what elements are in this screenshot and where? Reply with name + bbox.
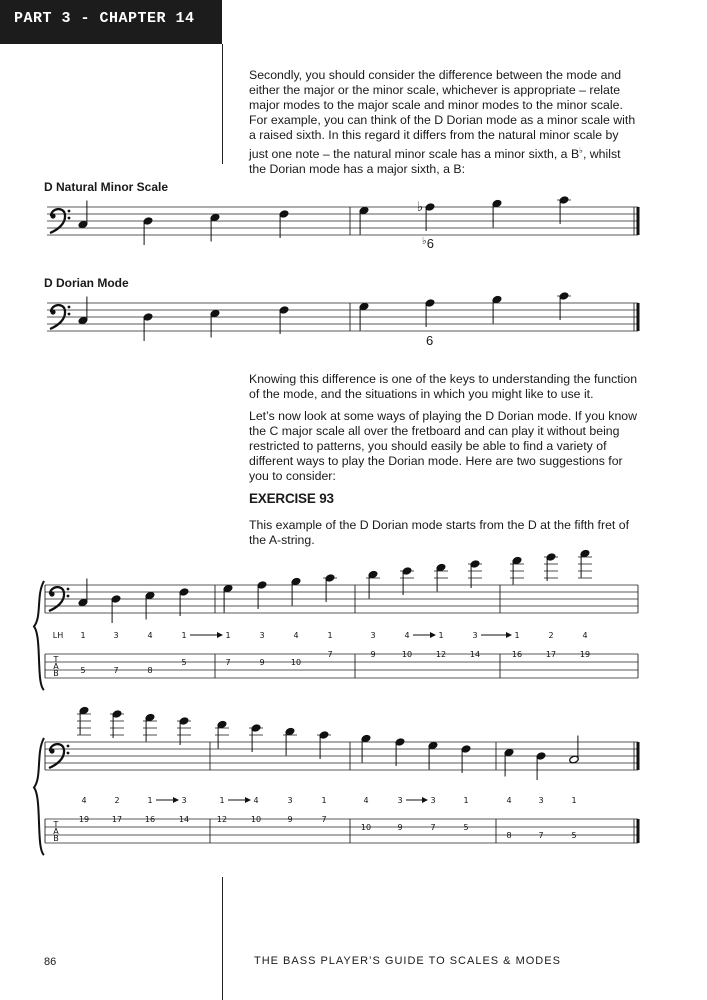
lh-finger: 3	[430, 796, 436, 805]
tab-fret-number: 7	[327, 650, 333, 659]
shift-arrow-head	[506, 632, 512, 638]
lh-finger: 1	[571, 796, 577, 805]
tab-fret-number: 14	[469, 650, 481, 659]
lh-finger: 4	[582, 631, 588, 640]
tab-fret-number: 10	[360, 823, 372, 832]
clef-dot-upper	[67, 588, 70, 591]
flat-accidental: ♭	[417, 200, 424, 215]
tab-clef-letter: T	[53, 820, 59, 829]
lh-finger: 3	[259, 631, 265, 640]
book-title: THE BASS PLAYER’S GUIDE TO SCALES & MODES	[254, 955, 561, 967]
chapter-header-bar	[0, 0, 222, 44]
tab-fret-number: 9	[287, 815, 293, 824]
shift-arrow-head	[173, 797, 179, 803]
lh-finger: 3	[370, 631, 376, 640]
tab-fret-number: 19	[78, 815, 90, 824]
system-brace	[34, 581, 44, 690]
lh-finger: 1	[225, 631, 231, 640]
lh-finger: 4	[293, 631, 299, 640]
clef-dot-upper	[68, 210, 71, 213]
paragraph-2: Knowing this difference is one of the keys to understanding the function of the mode, and the situations in which you might like to use it.	[249, 372, 638, 401]
lh-finger: 1	[80, 631, 86, 640]
shift-arrow-head	[245, 797, 251, 803]
intro-text-tail: , whilst the Dorian mode has a major sixth, a B:	[249, 147, 621, 177]
shift-arrow-head	[217, 632, 223, 638]
lh-finger: 1	[463, 796, 469, 805]
scale2-title: D Dorian Mode	[44, 276, 129, 290]
tab-clef-letter: B	[53, 834, 59, 843]
scale1-sixth-label: 6	[426, 236, 434, 251]
tab-fret-number: 7	[538, 831, 544, 840]
tab-fret-number: 10	[401, 650, 413, 659]
scale2-staff	[0, 296, 707, 356]
tab-clef-letter: A	[53, 827, 59, 836]
chapter-header: PART 3 - CHAPTER 14	[14, 10, 195, 27]
system-brace	[34, 738, 44, 855]
bass-clef-dot	[50, 213, 55, 218]
tab-fret-number: 8	[506, 831, 512, 840]
tab-fret-number: 7	[113, 666, 119, 675]
tab-clef-letter: A	[53, 662, 59, 671]
tab-fret-number: 10	[250, 815, 262, 824]
tab-fret-number: 16	[511, 650, 523, 659]
tab-fret-number: 17	[545, 650, 557, 659]
lh-label: LH	[52, 631, 64, 640]
lh-finger: 3	[538, 796, 544, 805]
column-rule-bottom	[222, 877, 223, 1000]
lh-finger: 1	[514, 631, 520, 640]
scale1-annotation	[422, 236, 434, 251]
tab-fret-number: 7	[225, 658, 231, 667]
tab-fret-number: 9	[370, 650, 376, 659]
tab-fret-number: 8	[147, 666, 153, 675]
lh-finger: 4	[363, 796, 369, 805]
tab-clef-letter: B	[53, 669, 59, 678]
tab-fret-number: 12	[216, 815, 228, 824]
lh-finger: 2	[114, 796, 120, 805]
tab-fret-number: 9	[397, 823, 403, 832]
clef-dot-upper	[67, 745, 70, 748]
tab-fret-number: 5	[181, 658, 187, 667]
bass-clef-dot	[49, 748, 54, 753]
lh-finger: 1	[147, 796, 153, 805]
lh-finger: 1	[321, 796, 327, 805]
tab-fret-number: 7	[321, 815, 327, 824]
tab-fret-number: 5	[571, 831, 577, 840]
lh-finger: 3	[287, 796, 293, 805]
tab-fret-number: 16	[144, 815, 156, 824]
lh-finger: 1	[219, 796, 225, 805]
lh-finger: 3	[181, 796, 187, 805]
scale1-flat-mark: ♭	[422, 236, 427, 247]
intro-text: Secondly, you should consider the difference between the mode and either the major or the minor scale, whichever is appropriate – relate major modes to the major scale and minor modes to the minor scale. For example, you can think of the D Dorian mode as a minor scale with a raised sixth. In this regard it differs from the natural minor scale by just one note – the natural minor scale has a minor sixth, a B	[249, 68, 636, 162]
intro-paragraph	[249, 68, 639, 177]
clef-dot-upper	[68, 306, 71, 309]
tab-fret-number: 5	[463, 823, 469, 832]
lh-finger: 2	[548, 631, 554, 640]
lh-finger: 4	[253, 796, 259, 805]
clef-dot-lower	[68, 313, 71, 316]
lh-finger: 4	[81, 796, 87, 805]
lh-finger: 4	[404, 631, 410, 640]
column-rule-top	[222, 44, 223, 164]
lh-finger: 3	[472, 631, 478, 640]
lh-finger: 3	[397, 796, 403, 805]
lh-finger: 1	[327, 631, 333, 640]
exercise-system-1	[0, 555, 707, 695]
paragraph-3: Let’s now look at some ways of playing the D Dorian mode. If you know the C major scale all over the fretboard and can play it without being restricted to patterns, you should easily be able to find a variety of different ways to play the Dorian mode. Here are two suggestions for you to consider:	[249, 409, 638, 483]
clef-dot-lower	[68, 217, 71, 220]
tab-fret-number: 5	[80, 666, 86, 675]
tab-fret-number: 9	[259, 658, 265, 667]
bass-clef-dot	[50, 309, 55, 314]
exercise-title: EXERCISE 93	[249, 491, 334, 506]
clef-dot-lower	[67, 595, 70, 598]
flat-sign: ♭	[579, 146, 583, 155]
exercise-description: This example of the D Dorian mode starts from the D at the fifth fret of the A-string.	[249, 518, 629, 547]
tab-fret-number: 17	[111, 815, 123, 824]
lh-finger: 4	[506, 796, 512, 805]
tab-fret-number: 12	[435, 650, 447, 659]
tab-fret-number: 19	[579, 650, 591, 659]
exercise-system-2	[0, 712, 707, 862]
tab-clef-letter: T	[53, 655, 59, 664]
scale1-staff	[0, 200, 707, 260]
scale2-annotation: 6	[426, 333, 434, 348]
lh-finger: 1	[438, 631, 444, 640]
lh-finger: 3	[113, 631, 119, 640]
shift-arrow-head	[422, 797, 428, 803]
shift-arrow-head	[430, 632, 436, 638]
lh-finger: 4	[147, 631, 153, 640]
page-number: 86	[44, 956, 57, 968]
clef-dot-lower	[67, 752, 70, 755]
scale1-title: D Natural Minor Scale	[44, 180, 169, 194]
tab-fret-number: 7	[430, 823, 436, 832]
lh-finger: 1	[181, 631, 187, 640]
tab-fret-number: 10	[290, 658, 302, 667]
bass-clef-dot	[49, 591, 54, 596]
tab-fret-number: 14	[178, 815, 190, 824]
